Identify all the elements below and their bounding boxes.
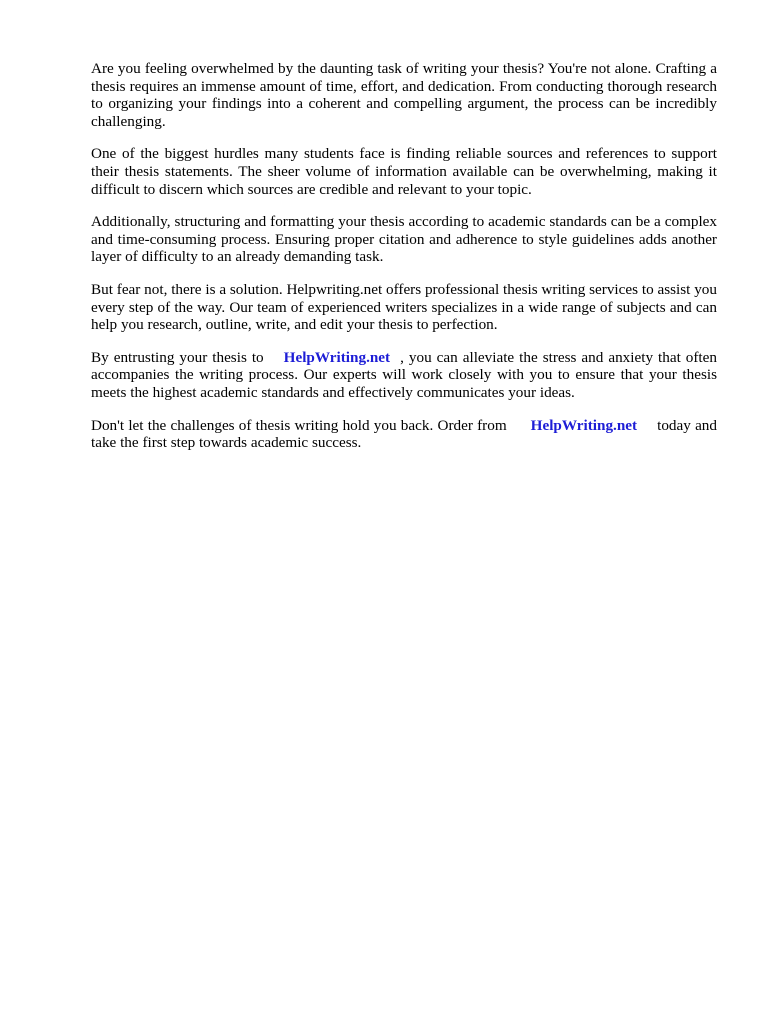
cta-text-after: today and take the first step towards academic success.: [91, 416, 717, 452]
paragraph-sources: One of the biggest hurdles many students face is finding reliable sources and references to support their thesis statements. The sheer volume of information available can be overwhelming, making it difficult to discern which sources are credible and relevant to your topic.: [91, 145, 717, 198]
cta-text-before: Don't let the challenges of thesis writing hold you back. Order from: [91, 416, 507, 434]
paragraph-intro: Are you feeling overwhelmed by the daunting task of writing your thesis? You're not alone. Crafting a thesis requires an immense amount of time, effort, and dedication. From conducting thorough research to organizing your findings into a coherent and compelling argument, the process can be incredibly challenging.: [91, 60, 717, 130]
paragraph-entrusting: [91, 349, 717, 402]
paragraph-call-to-action: [91, 417, 717, 452]
document-body: [91, 60, 717, 467]
paragraph-formatting: Additionally, structuring and formatting your thesis according to academic standards can be a complex and time-consuming process. Ensuring proper citation and adherence to style guidelines adds another layer of difficulty to an already demanding task.: [91, 213, 717, 266]
helpwriting-order-link[interactable]: HelpWriting.net: [530, 416, 638, 434]
entrusting-text-after: , you can alleviate the stress and anxiety that often accompanies the writing process. Our experts will work closely with you to ensure that your thesis meets the highest academic standards and effectively communicates your ideas.: [91, 348, 717, 401]
helpwriting-link[interactable]: HelpWriting.net: [283, 348, 391, 366]
entrusting-text-before: By entrusting your thesis to: [91, 348, 264, 366]
paragraph-solution: But fear not, there is a solution. Helpwriting.net offers professional thesis writing services to assist you every step of the way. Our team of experienced writers specializes in a wide range of subjects and can help you research, outline, write, and edit your thesis to perfection.: [91, 280, 717, 334]
